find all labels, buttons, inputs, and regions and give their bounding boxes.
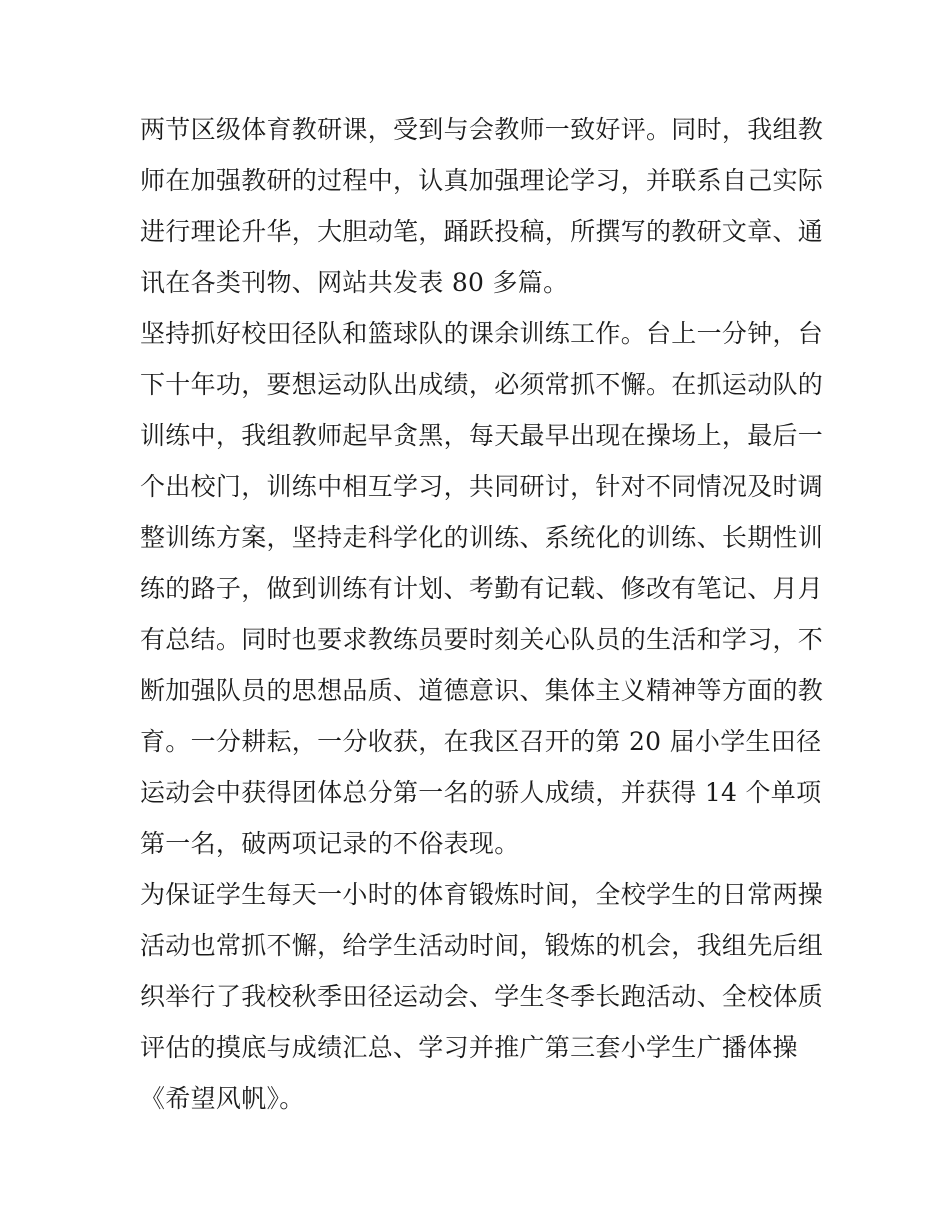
text-line: 断加强队员的思想品质、道德意识、集体主义精神等方面的教 — [140, 676, 824, 705]
text-line: 坚持抓好校田径队和篮球队的课余训练工作。台上一分钟，台 — [140, 319, 824, 348]
text-line: 练的路子，做到训练有计划、考勤有记载、修改有笔记、月月 — [140, 574, 824, 603]
text-line: 师在加强教研的过程中，认真加强理论学习，并联系自己实际 — [140, 166, 824, 195]
text-line: 运动会中获得团体总分第一名的骄人成绩，并获得 14 个单项 — [140, 778, 822, 807]
paragraph-teaching-research — [140, 104, 824, 308]
text-line: 育。一分耕耘，一分收获，在我区召开的第 20 届小学生田径 — [140, 727, 822, 756]
text-line: 为保证学生每天一小时的体育锻炼时间，全校学生的日常两操 — [140, 880, 824, 909]
text-line: 两节区级体育教研课，受到与会教师一致好评。同时，我组教 — [140, 115, 824, 144]
text-line: 织举行了我校秋季田径运动会、学生冬季长跑活动、全校体质 — [140, 982, 824, 1011]
text-line: 进行理论升华，大胆动笔，踊跃投稿，所撰写的教研文章、通 — [140, 217, 824, 246]
text-line: 训练中，我组教师起早贪黑，每天最早出现在操场上，最后一 — [140, 421, 824, 450]
text-line: 有总结。同时也要求教练员要时刻关心队员的生活和学习，不 — [140, 625, 824, 654]
document-body — [140, 104, 824, 1124]
text-line: 评估的摸底与成绩汇总、学习并推广第三套小学生广播体操 — [140, 1033, 798, 1062]
text-line: 活动也常抓不懈，给学生活动时间，锻炼的机会，我组先后组 — [140, 931, 824, 960]
text-line: 整训练方案，坚持走科学化的训练、系统化的训练、长期性训 — [140, 523, 824, 552]
text-line: 讯在各类刊物、网站共发表 80 多篇。 — [140, 268, 569, 297]
text-line: 个出校门，训练中相互学习，共同研讨，针对不同情况及时调 — [140, 472, 824, 501]
paragraph-daily-exercise — [140, 869, 824, 1124]
text-line: 下十年功，要想运动队出成绩，必须常抓不懈。在抓运动队的 — [140, 370, 824, 399]
text-line: 第一名，破两项记录的不俗表现。 — [140, 829, 520, 858]
paragraph-team-training — [140, 308, 824, 869]
text-line: 《希望风帆》。 — [140, 1084, 305, 1113]
